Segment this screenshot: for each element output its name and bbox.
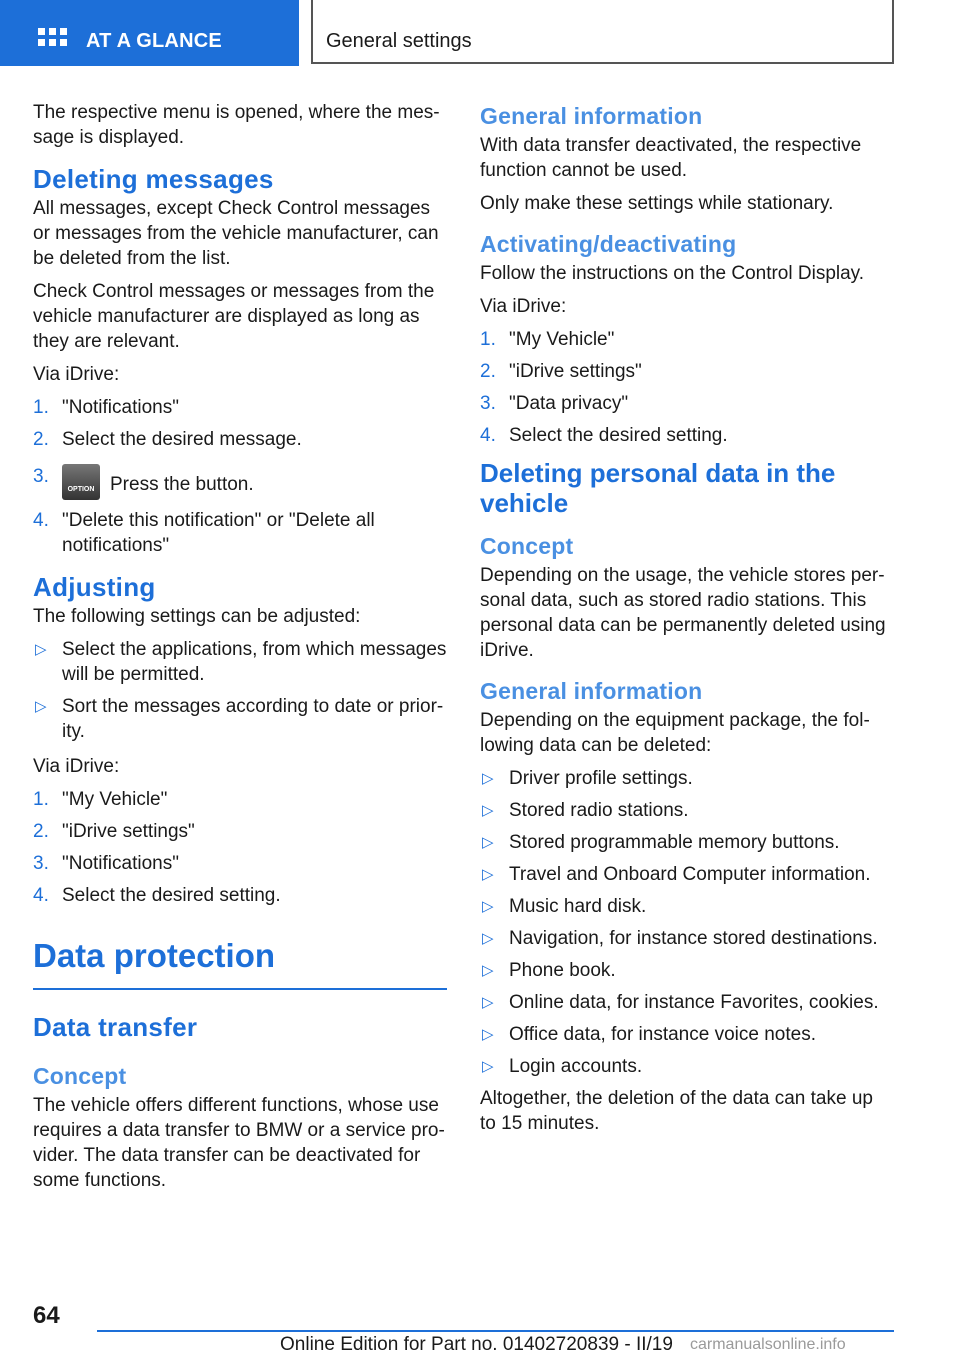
step-number: 3.	[33, 466, 49, 487]
heading-deleting-personal-data: Deleting personal data in the vehicle	[480, 458, 836, 518]
watermark: carmanualsonline.info	[690, 1336, 846, 1353]
bullet-text: Travel and Onboard Computer information.	[509, 864, 871, 885]
step-text: "Notifications"	[62, 397, 179, 418]
list-item	[33, 851, 447, 876]
triangle-bullet-icon: ▷	[482, 994, 494, 1011]
step-text: "My Vehicle"	[509, 329, 615, 350]
triangle-bullet-icon: ▷	[35, 641, 47, 658]
via-idrive-label: Via iDrive:	[33, 364, 120, 385]
left-column	[33, 100, 447, 1201]
step-text: Select the desired message.	[62, 429, 302, 450]
heading-general-information: General information	[480, 678, 703, 704]
paragraph: Only make these settings while stationary.	[480, 193, 834, 214]
list-item	[33, 637, 447, 687]
heading-data-protection: Data protection	[33, 936, 447, 990]
option-button-icon	[62, 464, 100, 500]
triangle-bullet-icon: ▷	[482, 802, 494, 819]
step-text: "iDrive settings"	[62, 821, 195, 842]
section-tab[interactable]	[0, 0, 299, 66]
list-item	[480, 862, 894, 887]
list-item	[480, 423, 894, 448]
step-text: Press the button.	[110, 474, 254, 495]
bullet-text: Phone book.	[509, 960, 616, 981]
bullet-text: Driver profile settings.	[509, 768, 693, 789]
triangle-bullet-icon: ▷	[482, 1026, 494, 1043]
list-item	[480, 798, 894, 823]
step-text: "My Vehicle"	[62, 789, 168, 810]
right-column	[480, 100, 894, 1144]
heading-general-information: General information	[480, 103, 703, 129]
step-number: 1.	[33, 789, 49, 810]
list-item	[480, 1054, 894, 1079]
bullet-text: Sort the messages according to date or priority.	[62, 696, 444, 742]
list-item	[33, 395, 447, 420]
triangle-bullet-icon: ▷	[482, 930, 494, 947]
step-text: Select the desired setting.	[62, 885, 281, 906]
list-item	[480, 926, 894, 951]
section-tab-label: AT A GLANCE	[86, 30, 222, 52]
list-item	[480, 359, 894, 384]
triangle-bullet-icon: ▷	[35, 698, 47, 715]
triangle-bullet-icon: ▷	[482, 898, 494, 915]
paragraph: With data transfer deactivated, the respective function cannot be used.	[480, 135, 862, 181]
paragraph: All messages, except Check Control messages or messages from the vehicle manufacturer, can be deleted from the list.	[33, 198, 439, 269]
list-item	[480, 1022, 894, 1047]
step-text: Select the desired setting.	[509, 425, 728, 446]
bullet-list	[33, 637, 447, 744]
triangle-bullet-icon: ▷	[482, 1058, 494, 1075]
list-item	[33, 694, 447, 744]
option-button-label: OPTION	[67, 486, 95, 493]
grid-icon	[38, 28, 68, 52]
bullet-text: Select the applications, from which messages will be permitted.	[62, 639, 447, 685]
paragraph: Check Control messages or messages from the vehicle manufacturer are displayed as long as they are relevant.	[33, 281, 435, 352]
steps-list	[33, 395, 447, 558]
step-number: 4.	[480, 425, 496, 446]
list-item	[480, 894, 894, 919]
heading-concept: Concept	[33, 1063, 127, 1089]
bullet-text: Office data, for instance voice notes.	[509, 1024, 816, 1045]
triangle-bullet-icon: ▷	[482, 834, 494, 851]
step-number: 1.	[33, 397, 49, 418]
step-text: "Delete this notification" or "Delete all notifications"	[62, 510, 375, 556]
list-item	[33, 427, 447, 452]
triangle-bullet-icon: ▷	[482, 962, 494, 979]
bullet-text: Online data, for instance Favorites, cookies.	[509, 992, 879, 1013]
triangle-bullet-icon: ▷	[482, 770, 494, 787]
paragraph: The following settings can be adjusted:	[33, 606, 361, 627]
step-number: 3.	[480, 393, 496, 414]
heading-deleting-messages: Deleting messages	[33, 164, 274, 194]
step-number: 4.	[33, 510, 49, 531]
step-text: "iDrive settings"	[509, 361, 642, 382]
step-text: "Notifications"	[62, 853, 179, 874]
page-number: 64	[33, 1302, 60, 1329]
list-item	[480, 990, 894, 1015]
via-idrive-label: Via iDrive:	[33, 756, 120, 777]
paragraph: Altogether, the deletion of the data can take up to 15 minutes.	[480, 1088, 873, 1134]
via-idrive-label: Via iDrive:	[480, 296, 567, 317]
bullet-text: Navigation, for instance stored destinations.	[509, 928, 878, 949]
paragraph: Depending on the equipment package, the following data can be deleted:	[480, 710, 870, 756]
paragraph: Depending on the usage, the vehicle stores personal data, such as stored radio stations. This personal data can be permanently deleted using iDrive.	[480, 565, 886, 661]
footer-edition: Online Edition for Part no. 01402720839 - II/19	[280, 1334, 673, 1355]
list-item	[33, 787, 447, 812]
step-number: 2.	[33, 821, 49, 842]
list-item	[480, 958, 894, 983]
step-number: 1.	[480, 329, 496, 350]
list-item	[480, 766, 894, 791]
list-item	[33, 819, 447, 844]
intro-text: The respective menu is opened, where the message is displayed.	[33, 102, 440, 148]
list-item	[480, 327, 894, 352]
step-number: 2.	[480, 361, 496, 382]
list-item	[33, 883, 447, 908]
page-title: General settings	[326, 30, 472, 52]
step-text: "Data privacy"	[509, 393, 629, 414]
triangle-bullet-icon: ▷	[482, 866, 494, 883]
list-item	[33, 508, 447, 558]
list-item	[33, 464, 447, 500]
bullet-text: Login accounts.	[509, 1056, 643, 1077]
step-number: 4.	[33, 885, 49, 906]
steps-list	[480, 327, 894, 448]
list-item	[480, 830, 894, 855]
heading-activating: Activating/deactivating	[480, 231, 737, 257]
list-item	[480, 391, 894, 416]
bullet-text: Stored radio stations.	[509, 800, 689, 821]
bullet-text: Stored programmable memory buttons.	[509, 832, 840, 853]
footer-divider	[97, 1330, 894, 1332]
step-number: 3.	[33, 853, 49, 874]
step-number: 2.	[33, 429, 49, 450]
heading-concept: Concept	[480, 533, 574, 559]
heading-data-transfer: Data transfer	[33, 1012, 198, 1042]
heading-adjusting: Adjusting	[33, 572, 156, 602]
bullet-list	[480, 766, 894, 1079]
paragraph: Follow the instructions on the Control Display.	[480, 263, 865, 284]
paragraph: The vehicle offers different functions, whose use requires a data transfer to BMW or a service provider. The data transfer can be deactivated for some functions.	[33, 1095, 445, 1191]
steps-list	[33, 787, 447, 908]
bullet-text: Music hard disk.	[509, 896, 647, 917]
